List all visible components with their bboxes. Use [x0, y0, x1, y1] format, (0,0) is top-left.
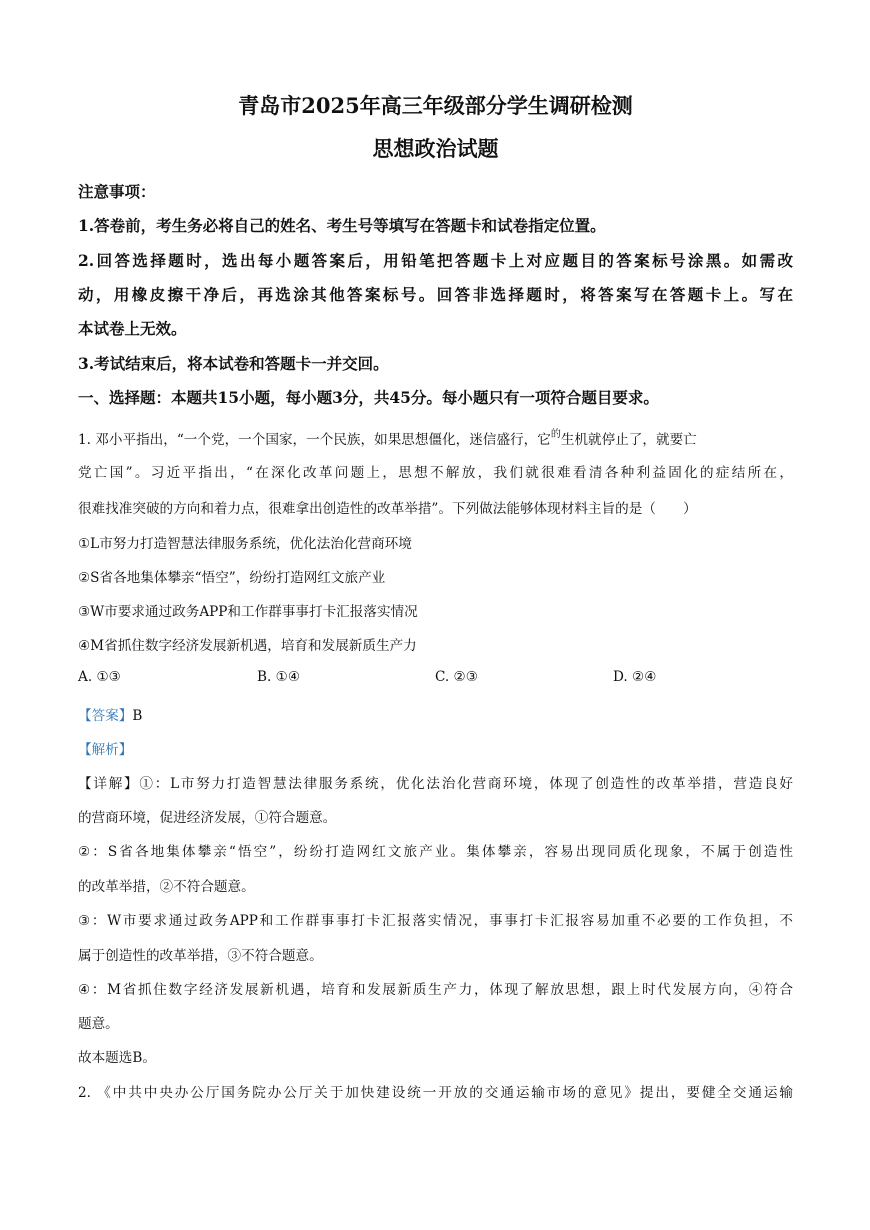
answer-label: 【答案】 — [78, 708, 133, 724]
q1-option-d: D. ②④ — [613, 669, 657, 685]
q1-stem-line-1 — [78, 425, 697, 448]
q1-stem-line-2: 党亡国”。习近平指出，“在深化改革问题上，思想不解放，我们就很难看清各种利益固化的症结所在， — [78, 465, 793, 481]
q1-conclusion: 故本题选B。 — [78, 1050, 156, 1066]
q1-stem-line-1-part-a: 1. 邓小平指出，“一个党，一个国家，一个民族，如果思想僵化，迷信盛行，它 — [78, 432, 551, 448]
notice-item-1: 1.答卷前，考生务必将自己的姓名、考生号等填写在答题卡和试卷指定位置。 — [78, 216, 606, 235]
q1-statement-2: ②S省各地集体攀亲“悟空”，纷纷打造网红文旅产业 — [78, 570, 386, 586]
notice-item-3: 3.考试结束后，将本试卷和答题卡一并交回。 — [78, 354, 389, 373]
notice-heading: 注意事项： — [78, 182, 156, 201]
q1-detail-line-6: 属于创造性的改革举措，③不符合题意。 — [78, 948, 323, 964]
section-heading-choice: 一、选择题：本题共15小题，每小题3分，共45分。每小题只有一项符合题目要求。 — [78, 388, 659, 407]
q1-option-c: C. ②③ — [435, 669, 478, 685]
q1-detail-line-8: 题意。 — [78, 1016, 119, 1032]
notice-item-2-line-1: 2.回答选择题时，选出每小题答案后，用铅笔把答题卡上对应题目的答案标号涂黑。如需改 — [78, 251, 793, 270]
q1-statement-4: ④M省抓住数字经济发展新机遇，培育和发展新质生产力 — [78, 638, 417, 654]
q1-detail-line-1: 【详解】①：L市努力打造智慧法律服务系统，优化法治化营商环境，体现了创造性的改革举措，营造良好 — [78, 776, 793, 792]
q1-detail-line-7: ④：M省抓住数字经济发展新机遇，培育和发展新质生产力，体现了解放思想，跟上时代发展方向，④符合 — [78, 982, 793, 998]
exam-subtitle: 思想政治试题 — [372, 136, 499, 161]
q1-detail-line-3: ②：S省各地集体攀亲“悟空”，纷纷打造网红文旅产业。集体攀亲，容易出现同质化现象，不属于创造性 — [78, 844, 793, 860]
exam-title: 青岛市2025年高三年级部分学生调研检测 — [238, 93, 633, 118]
answer-value: B — [132, 708, 143, 724]
q1-stem-superscript: 的 — [550, 429, 561, 440]
analysis-label: 【解析】 — [78, 742, 133, 758]
q1-option-a: A. ①③ — [78, 669, 121, 685]
q1-statement-1: ①L市努力打造智慧法律服务系统，优化法治化营商环境 — [78, 536, 412, 552]
notice-item-2-line-3: 本试卷上无效。 — [78, 319, 187, 338]
q2-stem-line-1: 2. 《中共中央办公厅国务院办公厅关于加快建设统一开放的交通运输市场的意见》提出，要健全交通运输 — [78, 1085, 793, 1101]
q1-detail-line-2: 的营商环境，促进经济发展，①符合题意。 — [78, 810, 337, 826]
notice-item-2-line-2: 动，用橡皮擦干净后，再选涂其他答案标号。回答非选择题时，将答案写在答题卡上。写在 — [78, 285, 793, 304]
q1-option-b: B. ①④ — [257, 669, 301, 685]
q1-stem-line-1-part-b: 生机就停止了，就要亡 — [560, 432, 697, 448]
q1-stem-line-3: 很难找准突破的方向和着力点，很难拿出创造性的改革举措”。下列做法能够体现材料主旨的是（ ） — [78, 501, 697, 517]
q1-detail-line-5: ③：W市要求通过政务APP和工作群事事打卡汇报落实情况，事事打卡汇报容易加重不必要的工作负担，不 — [78, 913, 793, 929]
q1-answer — [78, 704, 142, 724]
q1-analysis-label — [78, 738, 132, 758]
q1-statement-3: ③W市要求通过政务APP和工作群事事打卡汇报落实情况 — [78, 604, 418, 620]
q1-detail-line-4: 的改革举措，②不符合题意。 — [78, 879, 255, 895]
